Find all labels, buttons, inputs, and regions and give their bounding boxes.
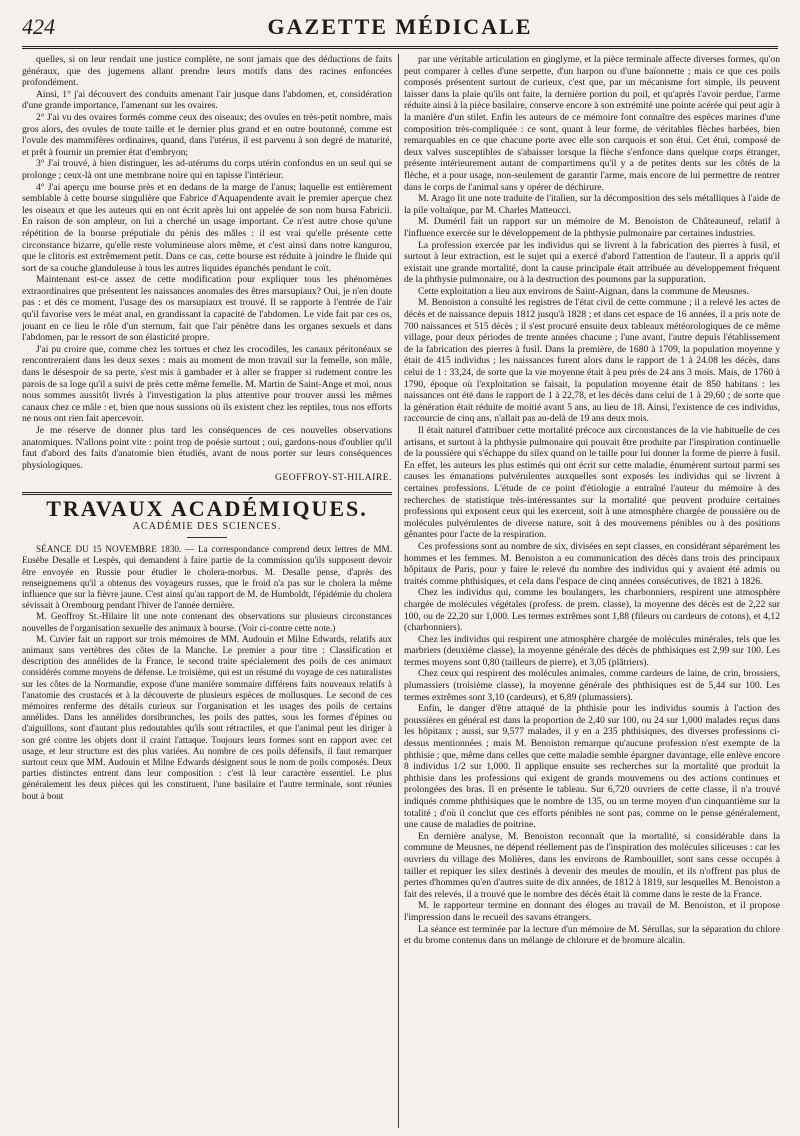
- paragraph: Ces professions sont au nombre de six, divisées en sept classes, en considérant séparément les hommes et les femmes. M. Benoiston a eu communication des décès dans trois des principaux hôpitaux de Paris, pour y faire le relevé du nombre des individus qui y avaient été admis ou traités comme phthisiques, et cela dans l'espace de cinq années consécutives, de 1821 à 1826.: [404, 540, 780, 587]
- paragraph: Enfin, le danger d'être attaqué de la phthisie pour les individus soumis à l'action des poussières en général est dans la proportion de 2,40 sur 100, ou 24 sur 1,000 malades reçus dans les hôpitaux ; aussi, sur 9,577 malades, il y en a 235 phthisiques, des diverses professions ci-dessus mentionnées ; mais M. Benoiston remarque qu'aucune profession n'est exempte de la phthisie ; que, même dans celles que cette maladie semble épargner davantage, elle enlève encore 8 individus 1/2 sur 1,000. Il applique ensuite ses recherches sur la mortalité que produit la phthisie dans les professions qui exigent de grands mouvemens ou des actions continues et prolongées des bras. Il en présente le tableau. Sur 6,720 ouvriers de cette classe, il n'a trouvé indiqués comme phthisiques que le nombre de 135, ou un terme moyen d'un cinquantième sur la totalité ; d'où il conclut que ces efforts pénibles ne sont pas, comme on le pense généralement, une cause de maladies de poitrine.: [404, 703, 780, 831]
- left-column: [22, 54, 392, 1128]
- right-article: [404, 54, 780, 947]
- paragraph: Chez les individus qui, comme les boulangers, les charbonniers, respirent une atmosphère chargée de molécules végétales (profess. de prem. classe), la moyenne des décès est de 2,22 sur 100, ou de 22,20 sur 1,000. Les termes extrêmes sont 1,88 (fileurs ou cardeurs de cotons), et 4,12 (charbonniers).: [404, 587, 780, 634]
- paragraph: J'ai pu croire que, comme chez les tortues et chez les crocodiles, les canaux péritonéaux se rencontreraient dans les deux sexes : mais au moment de mon travail sur la femelle, son mâle, dans le désespoir de sa perte, s'est mis à gambader et à aller se frapper si rudement contre les parois de sa loge qu'il a suivi de près cette même femelle. M. Martin de Saint-Ange et moi, nous nous sommes aussitôt livrés à l'investigation la plus attentive pour trouver aussi les mêmes canaux chez ce mâle : et, bien que nous sussions où ils existent chez les reptiles, tous nos efforts ne nous ont rien fait apercevoir.: [22, 343, 392, 425]
- masthead-title: GAZETTE MÉDICALE: [267, 14, 533, 39]
- author-signature: GEOFFROY-ST-HILAIRE.: [274, 472, 392, 484]
- paragraph: M. Arago lit une note traduite de l'italien, sur la décomposition des sels métalliques à l'aide de la pile voltaïque, par M. Charles Matteucci.: [404, 193, 780, 216]
- paragraph: M. Cuvier fait un rapport sur trois mémoires de MM. Audouin et Milne Edwards, relatifs aux animaux sans vertèbres des côtes de la Manche. Le premier a pour titre : Classification et description des annélides de la France, le second traite spécialement des poils de ces animaux considérés comme moyens de défense. Le troisième, qui est un résumé du voyage de ces naturalistes sur les côtes de la Normandie, expose d'une manière sommaire différens faits nouveaux relatifs à l'anatomie des crustacés et à la découverte de plusieurs espèces de mollusques. Le second de ces mémoires renferme des détails curieux sur l'organisation et les usages des poils de certains annélides. Dans les annélides dorsibranches, les poils des pattes, sous les formes d'épines ou d'aiguillons, sont d'autant plus redoutables qu'ils sont rétractiles, et que l'animal peut les diriger à son gré contre les objets dont il craint l'attaque. Toujours leurs formes sont en rapport avec cet usage, et leur structure est des plus variées. Au nombre de ces poils défensifs, il faut remarquer surtout ceux que MM. Audouin et Milne Edwards désignent sous le nom de poils composés. Deux parties distinctes entrent dans leur composition : c'est là leur caractère essentiel. Le plus généralement les deux pièces qui les constituent, l'une basilaire et l'autre terminale, sont réunies bout à bout: [22, 633, 392, 801]
- subsection-title: ACADÉMIE DES SCIENCES.: [132, 520, 282, 532]
- paragraph: La profession exercée par les individus qui se livrent à la fabrication des pierres à fusil, et surtout à leur extraction, est le sujet qui a exercé d'abord l'attention de l'auteur. Il a appris qu'il existait une grande mortalité, dont la cause principale était attribuée au développement fréquent de la phthysie pulmonaire, ou à la destruction des poumons par la suppuration.: [404, 239, 780, 286]
- paragraph: quelles, si on leur rendait une justice complète, ne sont jamais que des déductions de faits généraux, que des jugemens allant prendre leurs motifs dans des racines enfoncées profondément.: [22, 54, 392, 89]
- subsection-rule: [187, 537, 227, 538]
- paragraph: Chez ceux qui respirent des molécules animales, comme cardeurs de laine, de crin, brossiers, plumassiers (troisième classe), la moyenne générale des phthisiques est de 5,44 sur 100. Les termes extrêmes sont 3,10 (cardeurs), et 6,89 (plumassiers).: [404, 668, 780, 703]
- section-separator: [22, 492, 392, 495]
- section-title: TRAVAUX ACADÉMIQUES.: [46, 495, 368, 521]
- paragraph: Maintenant est-ce assez de cette modification pour expliquer tous les phénomènes extraordinaires que présentent les naissances anomales des êtres marsupiaux? Oui, je n'en doute pas : et dès ce moment, l'usage des os marsupiaux est trouvé. Il se rapporte à l'entrée de l'air qu'il favorise vers le méat anal, en grandissant la capacité de l'abdomen. Le vide fait par ces os, jouant en ce lieu le rôle d'un sternum, fait que l'air pénètre dans les organes sexuels et dans l'abdomen, par le ressort de son élasticité propre.: [22, 274, 392, 344]
- page-header: [22, 8, 778, 49]
- paragraph: M. Duméril fait un rapport sur un mémoire de M. Benoiston de Châteauneuf, relatif à l'influence exercée sur le développement de la phthysie pulmonaire par certaines industries.: [404, 216, 780, 239]
- academy-report: [22, 544, 392, 802]
- page-number: 424: [22, 14, 55, 39]
- left-article: [22, 54, 392, 471]
- paragraph: La séance est terminée par la lecture d'un mémoire de M. Sérullas, sur la séparation du chlore et du brome contenus dans un mélange de chlorure et de bromure alcalin.: [404, 923, 780, 947]
- column-divider: [398, 54, 399, 1128]
- paragraph: 4° J'ai aperçu une bourse près et en dedans de la marge de l'anus; laquelle est entièrement semblable à cette bourse singulière que Fabrice d'Aquapendente avait le premier aperçue chez les oiseaux et que les auteurs qui en ont écrit après lui ont appelée de son nom bursa Fabricii. En raison de son ampleur, on lui a cherché un usage important. Ce n'est autre chose qu'une répétition de la bourse préputiale du pénis des mâles : il est vrai qu'elle présente cette circonstance bizarre, qu'elle reste volumineuse alors même, et c'est ainsi dans notre kangurou, que le clitoris est extrêmement petit. Dans ce cas, cette bourse est réduite à joindre le fluide qui sort de sa couche glanduleuse à tous les autres liquides épanchés pendant le coït.: [22, 181, 392, 274]
- right-column: [404, 54, 780, 1128]
- paragraph: Chez les individus qui respirent une atmosphère chargée de molécules minérales, tels que les marbriers (deuxième classe), la moyenne générale des décès de phthisiques est 2,99 sur 100. Les termes moyens sont 0,80 (tailleurs de pierre), et 3,05 (plâtriers).: [404, 633, 780, 668]
- paragraph: 3° J'ai trouvé, à bien distinguer, les ad-utérums du corps utérin confondus en un seul qui se prolonge ; ceux-là ont une membrane noire qui en tapisse l'intérieur.: [22, 158, 392, 181]
- paragraph: M. Benoiston a consulté les registres de l'état civil de cette commune ; il a relevé les actes de décès et de naissance depuis 1812 jusqu'à 1828 ; et dans cet espace de 16 années, il a pris note de 700 naissances et 515 décès ; il s'est procuré ensuite deux tableaux météorologiques de ce même village, pour deux périodes de trente années chacune ; l'une avant, l'autre depuis l'établissement de la fabrication des pierres à fusil. Dans la première, de 1680 à 1709, la population moyenne y était de 415 individus ; les naissances furent alors dans le rapport de 1 à 24.08 les décès, dans celui de 1 : 33,24, de sorte que la vie moyenne était à peu près de 24 ans 3 mois. Mais, de 1760 à 1790, époque où l'exploitation se faisait, la population moyenne était de 850 habitans : les naissances ont été dans le rapport de 1 à 22,78, et les décès dans celui de 1 à 29,60 ; de sorte que la génération était réduite de moitié avant 5 ans, au lieu de 18. Ainsi, l'existence de ces individus, raccourcie de cinq ans, n'allait pas au-delà de 19 ans deux mois.: [404, 297, 780, 425]
- paragraph: par une véritable articulation en ginglyme, et la pièce terminale affecte diverses formes, qu'on peut comparer à celles d'une serpette, d'un harpon ou d'une baïonnette ; mais ce que ces poils composés présentent surtout de curieux, c'est que, par un mécanisme fort simple, ils peuvent laisser dans la plaie qu'ils ont faite, la dernière portion du poil, et qu'après l'avoir perdue, l'arme réduite ainsi à la pièce basilaire, conserve encore à son extrémité une pointe acérée qui peut agir à la manière d'un stilet. Enfin les auteurs de ce mémoire font connaître des espèces marines d'une composition très-compliquée : ce sont, quant à leur forme, de véritables flèches barbées, bien remarquables en ce que chacune porte avec elle son carquois et son étui. Cet étui, composé de deux valves susceptibles de s'abaisser lorsque la flèche s'enfonce dans quelque corps étranger, présente intérieurement autant de compartimens qu'il y a de petites dents sur les côtés de la flèche, et a pour usage, non-seulement de garantir l'arme, mais encore de lui permettre de rentrer dans le corps de l'animal sans y opérer de déchirure.: [404, 54, 780, 193]
- paragraph: M. le rapporteur termine en donnant des éloges au travail de M. Benoiston, et il propose l'impression dans le recueil des savans étrangers.: [404, 900, 780, 923]
- paragraph: M. Geoffroy St.-Hilaire lit une note contenant des observations sur plusieurs circonstances nouvelles de l'organisation sexuelle des animaux à bourse. (Voir ci-contre cette note.): [22, 611, 392, 633]
- paragraph: Cette exploitation a lieu aux environs de Saint-Aignan, dans la commune de Meusnes.: [418, 285, 749, 297]
- paragraph: 2° J'ai vu des ovaires formés comme ceux des oiseaux; des ovules en très-petit nombre, mais gros alors, des ovules de toute taille et le dernier plus grand et en outre boutonné, comme est l'ovule des mammifères ordinaires, quand, dans l'utérus, il est parvenu à son degré de maturité, et prêt à fournir un premier état d'embryon;: [22, 111, 392, 158]
- paragraph: En dernière analyse, M. Benoiston reconnaît que la mortalité, si considérable dans la commune de Meusnes, ne dépend réellement pas de l'inspiration des molécules siliceuses : car les ouvriers du village des Molières, dans les environs de Rambouillet, sont sans cesse occupés à tailler et repiquer les silex destinés à devenir des meules de moulin, et ils n'offrent pas plus de pertes d'hommes qu'en d'autres suite de dix années, de 1812 à 1819, sur lesquelles M. Benoiston a fait des relevés, il a trouvé que le nombre des décès était là comme dans le reste de la France.: [404, 830, 780, 900]
- paragraph: Je me réserve de donner plus tard les conséquences de ces nouvelles observations anatomiques. N'allons point vite : point trop de poésie surtout ; oui, gardons-nous d'oublier qu'il faut d'abord des faits d'anatomie bien étudiés, avant de nous porter sur leurs conséquences physiologiques.: [22, 425, 392, 471]
- paragraph: Ainsi, 1° j'ai découvert des conduits amenant l'air jusque dans l'abdomen, et, considération d'une grande importance, l'amenant sur les ovaires.: [22, 88, 392, 112]
- paragraph: Il était naturel d'attribuer cette mortalité précoce aux circonstances de la vie habituelle de ces artisans, et surtout à la phthysie pulmonaire qui pouvait être produite par l'inspiration continuelle de la poussière qui s'échappe du silex quand on le taille pour lui donner la forme de pierre à fusil. En effet, les auteurs les plus estimés qui ont écrit sur cette maladie, énumèrent surtout parmi ses causes les émanations pulvérulentes auxquelles sont exposés les individus qui se livrent à certaines professions. L'étude de ce point d'étiologie a entraîné l'auteur du mémoire à des recherches de statistique très-intéressantes sur la mortalité que peuvent produire certaines professions qui exposent ceux qui les exercent, soit à une atmosphère chargée de poussière ou de molécules pulvérulentes de diverse nature, soit à des mouvemens pénibles ou à des positions gênantes pour l'acte de la respiration.: [404, 425, 780, 541]
- paragraph: SÉANCE DU 15 NOVEMBRE 1830. — La correspondance comprend deux lettres de MM. Eusèbe Desalle et Lespès, qui demandent à faire partie de la commission qu'ils supposent devoir être envoyée en Russie pour étudier le cholera-morbus. M. Desalle pense, d'après des renseignemens qu'il a obtenus des voyageurs russes, que le froid n'a pas sur le cholera la même influence que sur la fièvre jaune. C'est ainsi qu'au rapport de M. de Humboldt, l'épidémie du cholera sévissait à Orembourg pendant l'hiver de l'année dernière.: [22, 544, 392, 611]
